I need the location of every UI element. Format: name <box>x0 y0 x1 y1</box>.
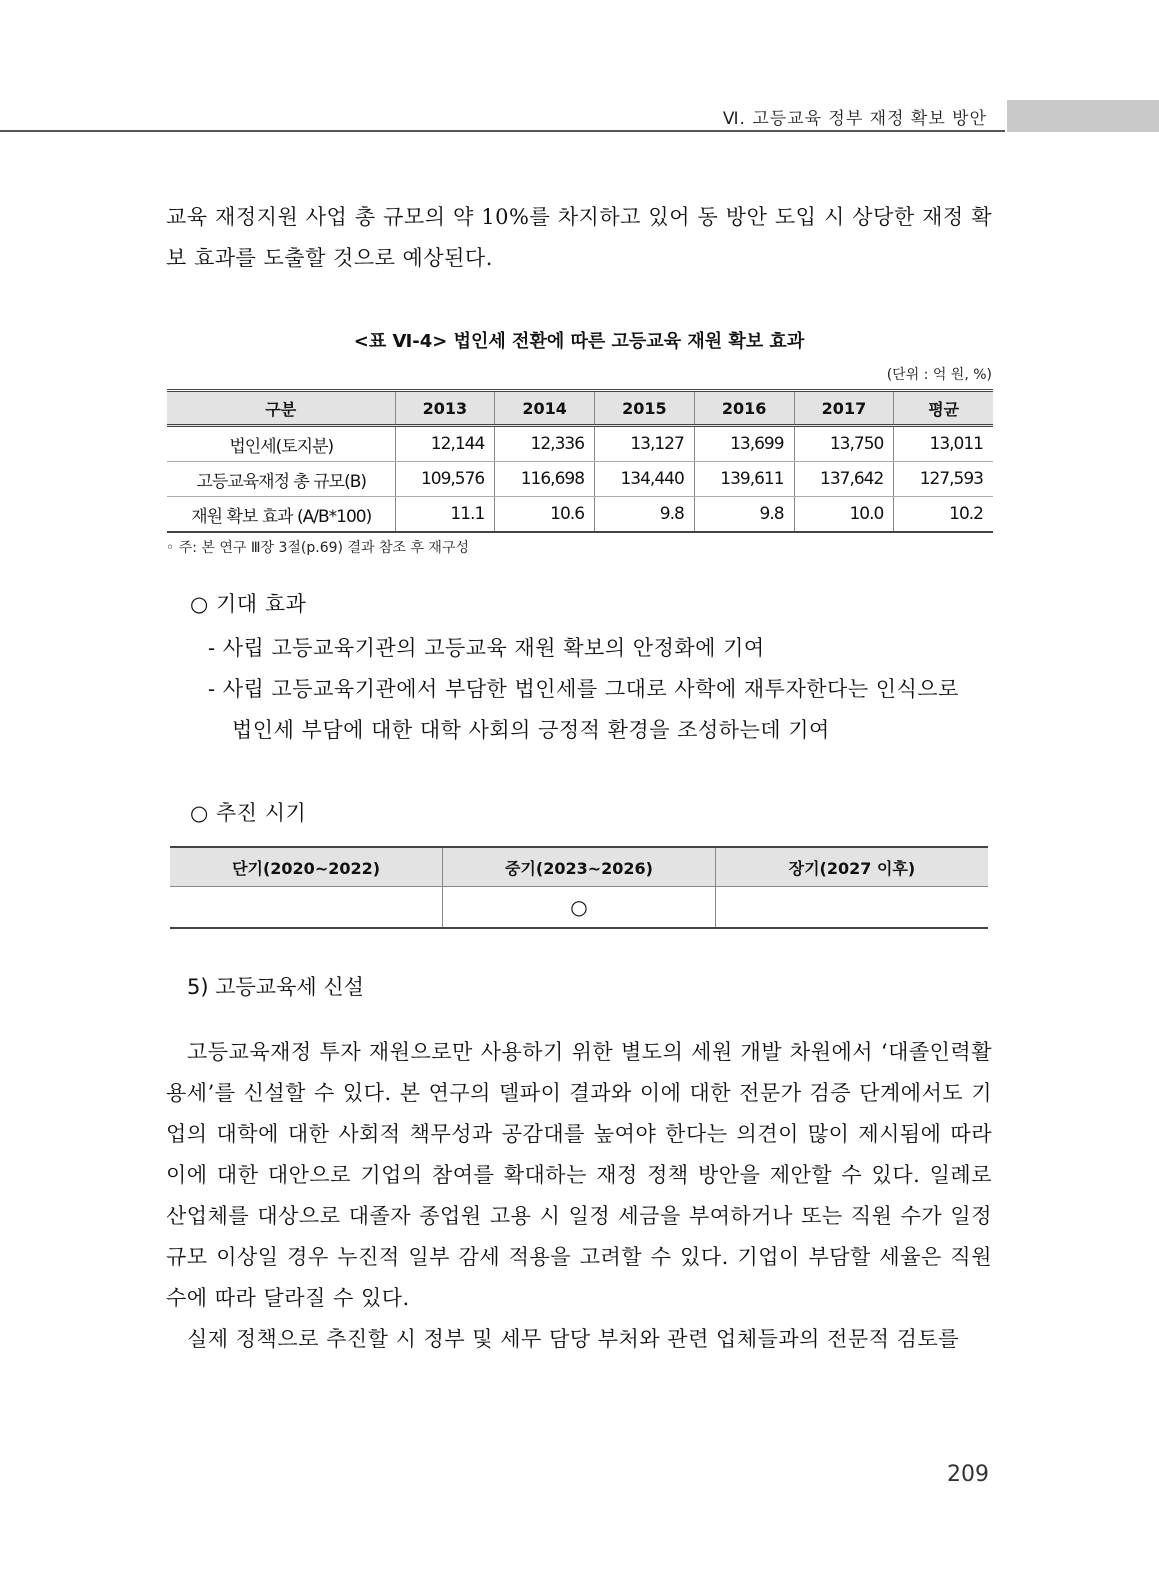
table-cell: 13,699 <box>694 426 794 462</box>
table-cell: 13,011 <box>894 426 993 462</box>
body-paragraph: 실제 정책으로 추진할 시 정부 및 세무 담당 부처와 관련 업체들과의 전문적 검토를 <box>187 1327 960 1351</box>
table-cell: 13,127 <box>595 426 695 462</box>
table-row <box>167 426 993 462</box>
timing-table <box>170 846 988 929</box>
header-bar <box>1007 100 1159 132</box>
expected-effects-heading: ○ 기대 효과 <box>190 592 307 616</box>
timing-column-header: 단기(2020~2022) <box>170 847 443 887</box>
expected-effect-item: - 사립 고등교육기관에서 부담한 법인세를 그대로 사학에 재투자한다는 인식으로 <box>208 677 959 701</box>
table-cell: 9.8 <box>595 497 695 533</box>
table-cell: 10.2 <box>894 497 993 533</box>
table-cell: 116,698 <box>495 462 595 497</box>
row-label: 재원 확보 효과 (A/B*100) <box>167 497 395 533</box>
table-cell: 11.1 <box>395 497 495 533</box>
column-header: 2013 <box>395 391 495 426</box>
timing-row <box>170 887 988 929</box>
table-cell: 9.8 <box>694 497 794 533</box>
header-title: Ⅵ. 고등교육 정부 재정 확보 방안 <box>722 109 987 129</box>
table-cell: 13,750 <box>794 426 894 462</box>
table-unit: (단위 : 억 원, %) <box>886 367 992 383</box>
table-cell: 137,642 <box>794 462 894 497</box>
row-label: 법인세(토지분) <box>167 426 395 462</box>
timing-header-row <box>170 847 988 887</box>
table-header-row <box>167 391 993 426</box>
section-heading: 5) 고등교육세 신설 <box>187 975 364 999</box>
column-header: 구분 <box>167 391 395 426</box>
column-header: 2014 <box>495 391 595 426</box>
table-cell: 10.0 <box>794 497 894 533</box>
table-cell: 134,440 <box>595 462 695 497</box>
column-header: 2015 <box>595 391 695 426</box>
timing-heading: ○ 추진 시기 <box>190 801 307 825</box>
body-paragraph: 고등교육재정 투자 재원으로만 사용하기 위한 별도의 세원 개발 차원에서 ‘대졸인력활용세’를 신설할 수 있다. 본 연구의 델파이 결과와 이에 대한 전문가 검증 단계에서도 기업의 대학에 대한 사회적 책무성과 공감대를 높여야 한다는 의견이 많이 제시됨에 따라 이에 대한 대안으로 기업의 참여를 확대하는 재정 정책 방안을 제안할 수 있다. 일례로 산업체를 대상으로 대졸자 종업원 고용 시 일정 세금을 부여하거나 또는 직원 수가 일정 규모 이상일 경우 누진적 일부 감세 적용을 고려할 수 있다. 기업이 부담할 세율은 직원 수에 따라 달라질 수 있다. <box>166 1040 992 1310</box>
table-row <box>167 462 993 497</box>
timing-column-header: 장기(2027 이후) <box>715 847 988 887</box>
row-label: 고등교육재정 총 규모(B) <box>167 462 395 497</box>
table-cell: 12,144 <box>395 426 495 462</box>
table-cell: 109,576 <box>395 462 495 497</box>
table-cell: 10.6 <box>495 497 595 533</box>
intro-paragraph: 교육 재정지원 사업 총 규모의 약 10%를 차지하고 있어 동 방안 도입 시 상당한 재정 확보 효과를 도출할 것으로 예상된다. <box>166 205 992 270</box>
table-title: <표 Ⅵ-4> 법인세 전환에 따른 고등교육 재원 확보 효과 <box>353 331 805 352</box>
header-rule <box>0 130 1005 132</box>
effect-table <box>167 389 993 533</box>
timing-cell-short <box>170 887 443 929</box>
table-cell: 139,611 <box>694 462 794 497</box>
timing-cell-mid: ○ <box>443 887 716 929</box>
page-number: 209 <box>947 1462 989 1487</box>
table-cell: 127,593 <box>894 462 993 497</box>
table-cell: 12,336 <box>495 426 595 462</box>
timing-column-header: 중기(2023~2026) <box>443 847 716 887</box>
table-note: ◦ 주: 본 연구 Ⅲ장 3절(p.69) 결과 참조 후 재구성 <box>166 540 469 556</box>
timing-cell-long <box>715 887 988 929</box>
column-header: 평균 <box>894 391 993 426</box>
expected-effect-item-continuation: 법인세 부담에 대한 대학 사회의 긍정적 환경을 조성하는데 기여 <box>232 718 830 742</box>
column-header: 2017 <box>794 391 894 426</box>
table-row <box>167 497 993 533</box>
expected-effect-item: - 사립 고등교육기관의 고등교육 재원 확보의 안정화에 기여 <box>208 636 765 660</box>
column-header: 2016 <box>694 391 794 426</box>
